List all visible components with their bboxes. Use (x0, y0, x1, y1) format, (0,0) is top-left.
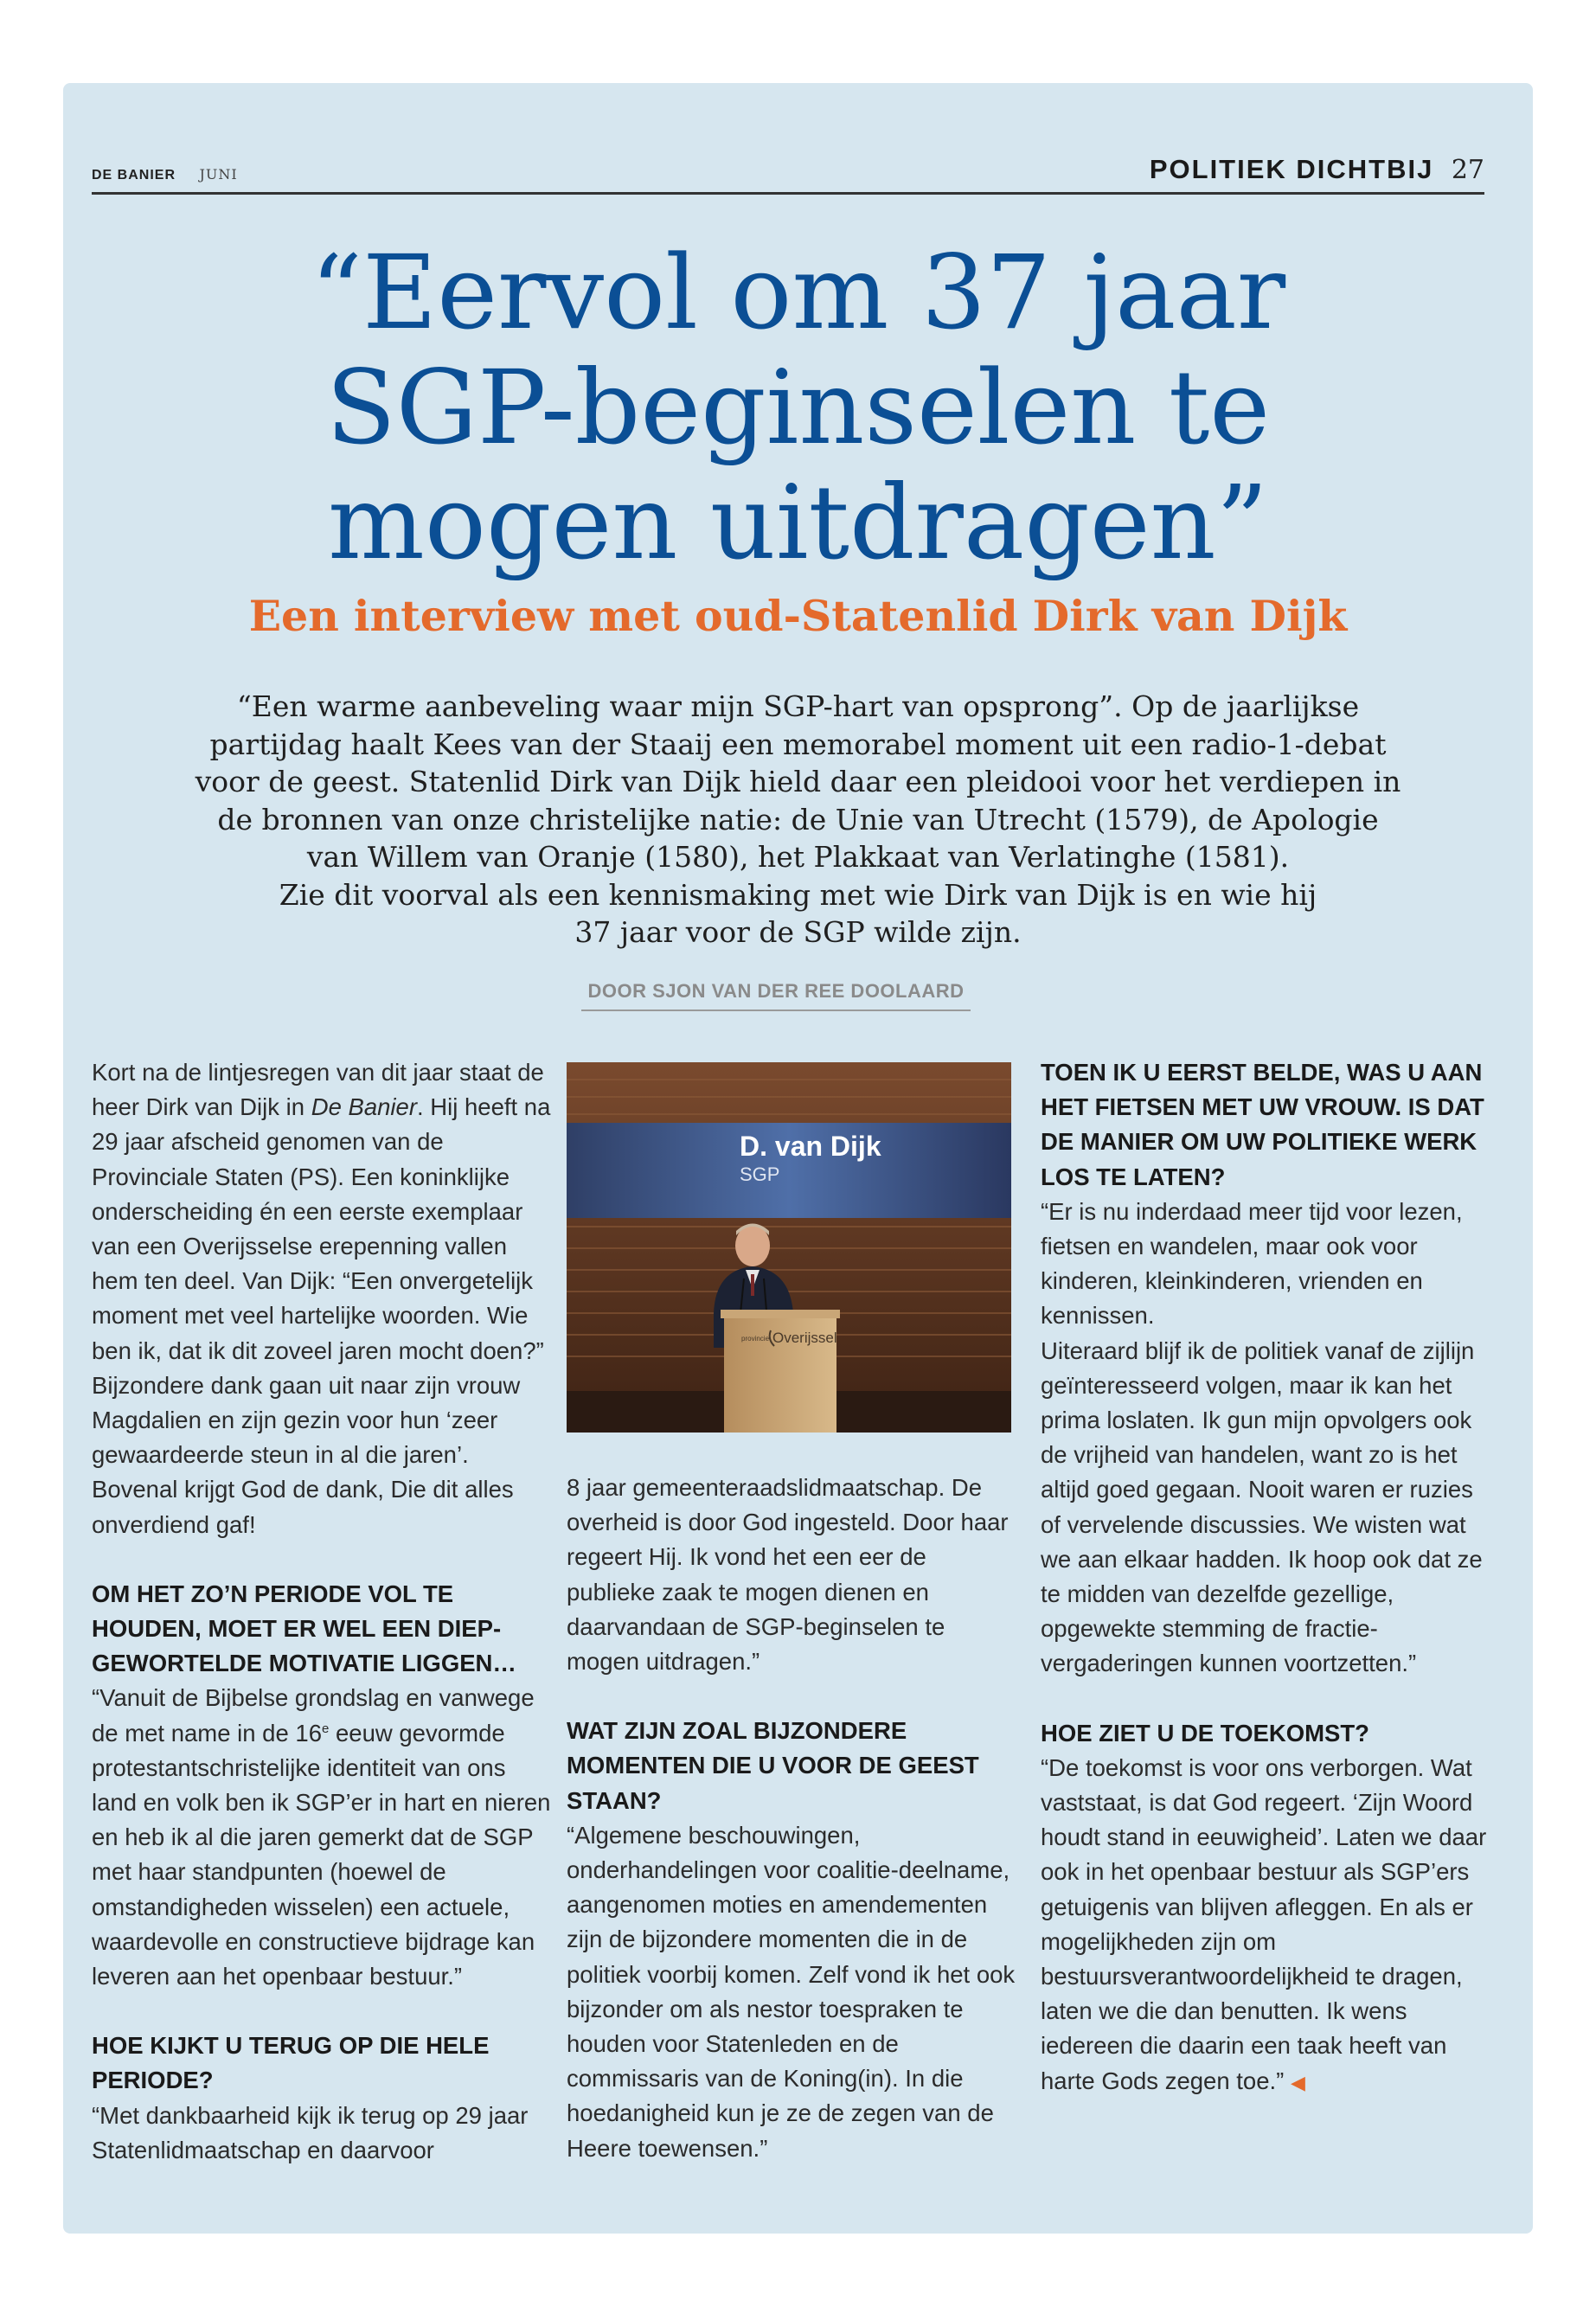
article-column-2 (567, 1471, 1021, 2166)
intro-line: voor de geest. Statenlid Dirk van Dijk hield daar een pleidooi voor het verdiepen in (195, 765, 1401, 798)
intro-lead (173, 688, 1423, 952)
interview-answer (1041, 1751, 1490, 2100)
headline-line: SGP-beginselen te (325, 348, 1271, 467)
intro-line: van Willem van Oranje (1580), het Plakkaat van Verlatinghe (1581). (306, 840, 1290, 874)
interview-question: HOE KIJKT U TERUG OP DIE HELE PERIODE? (92, 2032, 490, 2094)
intro-line: Zie dit voorval als een kennismaking met wie Dirk van Dijk is en wie hij (279, 877, 1317, 912)
headline-line: “Eervol om 37 jaar (310, 233, 1286, 352)
end-of-article-icon: ◀ (1290, 2071, 1305, 2093)
screen-party-text: SGP (740, 1163, 780, 1185)
publication-name: DE BANIER (92, 168, 176, 183)
lectern-small-text: provincie (741, 1335, 770, 1343)
interview-question: TOEN IK U EERST BELDE, WAS U AAN HET FIETSEN MET UW VROUW. IS DAT DE MANIER OM UW POLITIEKE WERK LOS TE LATEN? (1041, 1059, 1484, 1190)
photo-speaker-at-lectern (567, 1062, 1011, 1433)
interview-question: OM HET ZO’N PERIODE VOL TE HOUDEN, MOET ER WEL EEN DIEP-GEWORTELDE MOTIVATIE LIGGEN… (92, 1580, 516, 1677)
text-run: “Vanuit de Bijbelse grondslag en vanwege de met name in de 16 (92, 1684, 535, 1747)
publication-title: De Banier (311, 1093, 417, 1121)
text-run: “De toekomst is voor ons verborgen. Wat vaststaat, is dat God regeert. ‘Zijn Woord houdt stand in eeuwigheid’. Laten we daar ook in het openbaar bestuur als SGP’ers getuigenis van blijven afleggen. En als er mogelijkheden zijn om bestuursverantwoordelijkheid te dragen, laten we die dan benutten. Ik wens iedereen die daarin een taak heeft van harte Gods zegen toe.” (1041, 1753, 1487, 2094)
interview-question: HOE ZIET U DE TOEKOMST? (1041, 1719, 1369, 1747)
subheadline: Een interview met oud-Statenlid Dirk van Dijk (248, 591, 1348, 641)
issue-month: JUNI (199, 166, 238, 183)
article-column-3 (1041, 1055, 1490, 2100)
text-run: eeuw gevormde protestantschristelijke identiteit van ons land en volk ben ik SGP’er in hart en nieren en heb ik al die jaren gemerkt dat de SGP met haar standpunten (hoewel de omstandigheden wisselen) een actuele, waardevolle en constructieve bijdrage kan leveren aan het openbaar bestuur.” (92, 1719, 551, 1990)
intro-line: partijdag haalt Kees van der Staaij een memorabel moment uit een radio-1-debat (209, 727, 1387, 761)
section-title: POLITIEK DICHTBIJ (1149, 154, 1434, 184)
interview-answer: Uiteraard blijf ik de politiek vanaf de zijlijn geïnteresseerd volgen, maar ik kan het prima loslaten. Ik gun mijn opvolgers ook de vrijheid van handelen, want zo is het altijd goed gegaan. Nooit waren er ruzies of vervelende discussies. We wisten wat we aan elkaar hadden. Ik hoop ook dat ze te midden van dezelfde gezellige, opgewekte stemming de fractie-vergaderingen kunnen voortzetten.” (1041, 1336, 1483, 1677)
intro-line: de bronnen van onze christelijke natie: de Unie van Utrecht (1579), de Apologie (217, 802, 1379, 836)
headline (130, 235, 1466, 580)
text-run: Kort na de lintjesregen van dit jaar staat de heer Dirk van Dijk in (92, 1059, 544, 1121)
intro-line: 37 jaar voor de SGP wilde zijn. (574, 915, 1022, 949)
masthead (92, 147, 1484, 195)
text-run: . Hij heeft na 29 jaar afscheid genomen van de Provinciale Staten (PS). Een koninklijke onderscheiding én een eerste exemplaar van een Overijsselse erepenning vallen hem ten deel. Van Dijk: “Een onvergetelijk moment met veel hartelijke woorden. Wie ben ik, dat ik dit zoveel jaren mocht doen?” Bijzondere dank gaan uit naar zijn vrouw Magdalien en zijn gezin voor hun ‘zeer gewaardeerde steun in al die jaren’. Bovenal krijgt God de dank, Die dit alles onverdiend gaf! (92, 1093, 551, 1538)
byline: DOOR SJON VAN DER REE DOOLAARD (581, 980, 971, 1011)
interview-answer: “Er is nu inderdaad meer tijd voor lezen, fietsen en wandelen, maar ook voor kinderen, kleinkinderen, vrienden en kennissen. (1041, 1197, 1463, 1330)
superscript: e (322, 1721, 330, 1736)
article-column-1 (92, 1055, 554, 2168)
lectern-logo-text: Overijssel (772, 1330, 837, 1346)
photo-illustration (567, 1062, 1011, 1433)
interview-question: WAT ZIJN ZOAL BIJZONDERE MOMENTEN DIE U VOOR DE GEEST STAAN? (567, 1717, 979, 1814)
interview-answer (92, 1681, 554, 1994)
page-number: 27 (1451, 155, 1484, 185)
headline-line: mogen uitdragen” (328, 463, 1268, 582)
interview-answer: “Met dankbaarheid kijk ik terug op 29 jaar Statenlidmaatschap en daarvoor (92, 2101, 529, 2163)
screen-name-text: D. van Dijk (740, 1131, 881, 1162)
interview-answer: “Algemene beschouwingen, onderhandelingen voor coalitie-deelname, aangenomen moties en amendementen zijn de bijzondere momenten die in de politiek voorbij komen. Zelf vond ik het ook bijzonder om als nestor toespraken te houden voor Statenleden en de commissaris van de Koning(in). In die hoedanigheid kun je ze de zegen van de Heere toewensen.” (567, 1821, 1016, 2162)
paragraph (92, 1055, 554, 1542)
interview-answer: 8 jaar gemeenteraadslidmaatschap. De overheid is door God ingesteld. Door haar regeert Hij. Ik vond het een eer de publieke zaak te mogen dienen en daarvandaan de SGP-beginselen te mogen uitdragen.” (567, 1474, 1009, 1676)
intro-line: “Een warme aanbeveling waar mijn SGP-hart van opsprong”. Op de jaarlijkse (236, 689, 1360, 723)
